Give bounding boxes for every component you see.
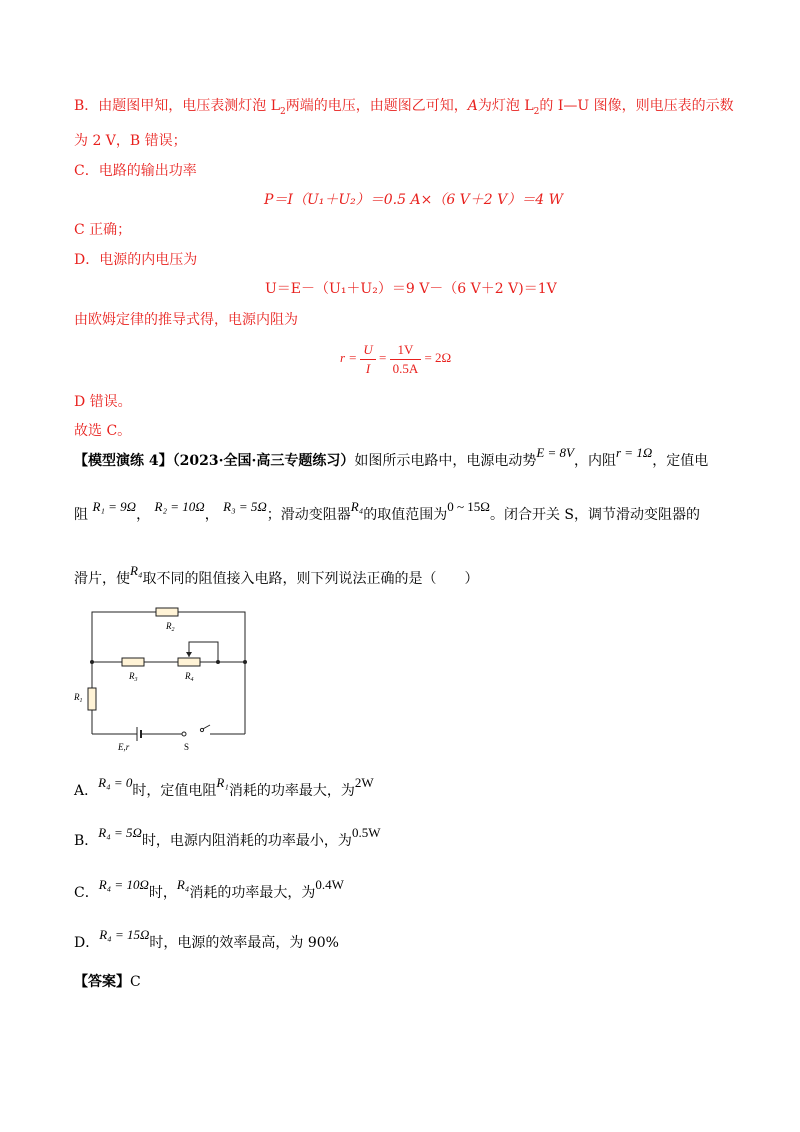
value: 0.4W	[315, 877, 344, 892]
solution-choose: 故选 C。	[74, 423, 132, 439]
r-lhs: r =	[340, 350, 358, 365]
den: I	[365, 360, 371, 376]
r4-symbol: R₄	[130, 563, 143, 578]
label: B．	[74, 833, 99, 849]
r4-symbol: R₄	[350, 499, 364, 514]
text: 时，	[148, 885, 177, 901]
label: D．	[74, 935, 100, 951]
fraction-u-i	[360, 341, 375, 378]
junction-dot	[216, 660, 220, 664]
r1-resistor	[88, 688, 96, 710]
cond: R₄ = 5Ω	[98, 825, 142, 840]
text: 时，电源的效率最高，为 90%	[149, 935, 339, 951]
r4-label: $R_4$	[185, 671, 194, 683]
r1-value: R₁ = 9Ω	[92, 499, 137, 514]
r1-symbol: R₁	[216, 775, 229, 790]
slider-arrow-icon	[186, 652, 192, 657]
cond: R₄ = 15Ω	[99, 927, 150, 942]
eq: =	[378, 350, 387, 365]
text: ，	[136, 507, 151, 523]
text: 的 I—U 图像，则电压表的示数	[539, 98, 734, 114]
r3-label: $R_3$	[129, 671, 138, 683]
r4-range: 0 ~ 15Ω	[447, 499, 490, 514]
problem-line1	[74, 445, 709, 471]
problem-line2	[74, 499, 700, 525]
text: ，	[204, 507, 219, 523]
text: 时，定值电阻	[132, 783, 217, 799]
switch-label: S	[184, 742, 190, 752]
problem-line3	[74, 563, 479, 589]
r2-value: R₂ = 10Ω	[154, 499, 205, 514]
num: U	[360, 341, 375, 360]
text: 。闭合开关 S，调节滑动变阻器的	[489, 507, 700, 523]
r4-symbol: R₄	[176, 877, 190, 892]
r2-resistor	[156, 608, 178, 616]
text: B．由题图甲知，电压表测灯泡 L	[74, 98, 281, 114]
den: 0.5A	[392, 360, 419, 376]
r4-rheostat	[178, 658, 200, 666]
option-d	[74, 927, 339, 952]
solution-r-formula	[340, 338, 451, 378]
text: ，定值电	[652, 453, 709, 469]
sub: 2	[280, 106, 286, 117]
switch-contact	[182, 732, 186, 736]
label: C．	[74, 885, 99, 901]
r3-value: R₃ = 5Ω	[223, 499, 267, 514]
r3-resistor	[122, 658, 144, 666]
problem-tag: 【模型演练 4】（2023·全国·高三专题练习）	[74, 453, 355, 469]
fraction-values	[390, 341, 422, 378]
internal-r: r = 1Ω	[615, 445, 653, 460]
answer-line	[74, 972, 141, 992]
solution-c-formula: P＝I（U₁＋U₂）＝0.5 A×（6 V＋2 V）＝4 W	[264, 192, 564, 208]
option-c	[74, 877, 344, 902]
text: 的取值范围为	[363, 507, 448, 523]
result: = 2Ω	[424, 350, 452, 365]
text: 消耗的功率最大，为	[189, 885, 316, 901]
cond: R₄ = 0	[98, 775, 133, 790]
emf: E = 8V	[536, 445, 574, 460]
text: 如图所示电路中，电源电动势	[354, 453, 537, 469]
value: 2W	[354, 775, 374, 790]
r1-label: $R_1$	[74, 692, 83, 704]
text: 阻	[74, 507, 88, 523]
switch-contact	[200, 728, 203, 731]
solution-ohm-line: 由欧姆定律的推导式得，电源内阻为	[74, 312, 298, 328]
solution-c-correct: C 正确；	[74, 222, 132, 238]
answer-value: C	[130, 974, 141, 990]
option-a	[74, 775, 374, 800]
text: 滑片，使	[74, 571, 130, 587]
text: 时，电源内阻消耗的功率最小，为	[141, 833, 352, 849]
solution-b-line1	[74, 96, 734, 122]
text: 为灯泡 L	[477, 98, 534, 114]
text: A	[467, 98, 478, 114]
num: 1V	[390, 341, 422, 360]
solution-d-formula: U＝E－（U₁＋U₂）＝9 V－（6 V＋2 V)＝1V	[265, 281, 557, 297]
solution-d-wrong: D 错误。	[74, 394, 132, 410]
text: 消耗的功率最大，为	[228, 783, 355, 799]
junction-dot	[243, 660, 247, 664]
option-b	[74, 825, 381, 850]
text: 两端的电压，由题图乙可知，	[285, 98, 468, 114]
solution-d-line: D．电源的内电压为	[74, 252, 198, 268]
value: 0.5W	[351, 825, 381, 840]
text: 取不同的阻值接入电路，则下列说法正确的是（ ）	[142, 571, 479, 587]
r2-label: $R_2$	[166, 621, 175, 633]
text: ，内阻	[573, 453, 616, 469]
er-label: E,r	[118, 742, 130, 752]
answer-bracket: 【答案】	[74, 974, 130, 990]
solution-b-line2: 为 2 V，B 错误；	[74, 133, 187, 149]
label: A．	[74, 783, 99, 799]
cond: R₄ = 10Ω	[98, 877, 149, 892]
sub: 2	[533, 106, 540, 117]
solution-c-line: C．电路的输出功率	[74, 163, 197, 179]
junction-dot	[90, 660, 94, 664]
text: ；滑动变阻器	[266, 507, 351, 523]
circuit-diagram	[70, 604, 260, 754]
